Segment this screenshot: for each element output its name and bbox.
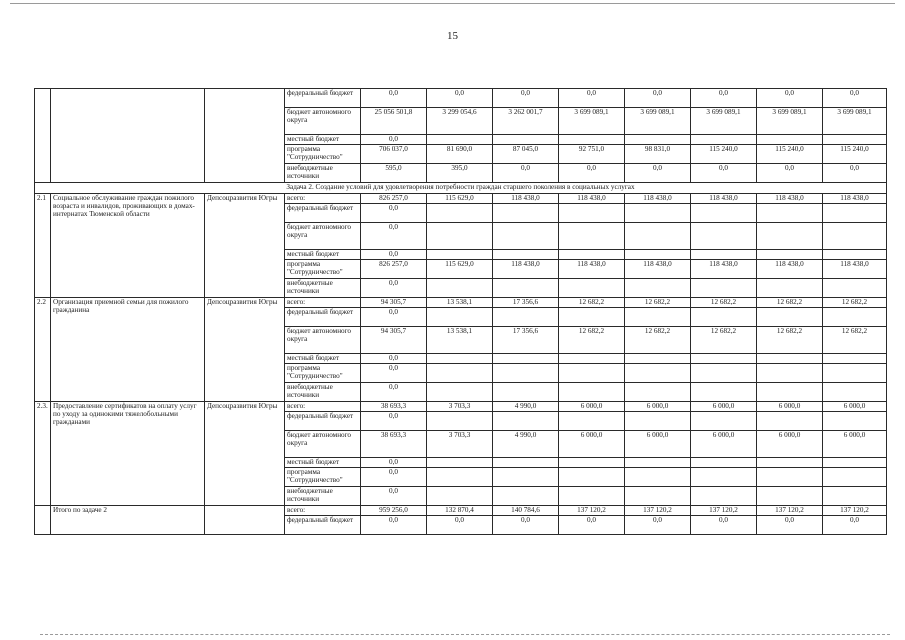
value-cell	[691, 468, 757, 487]
value-cell: 118 438,0	[625, 260, 691, 279]
executor-cell: Депсоцразвития Югры	[205, 402, 285, 506]
value-cell: 115 629,0	[427, 260, 493, 279]
funding-source-cell: внебюджетные источники	[285, 279, 361, 298]
value-cell	[493, 354, 559, 364]
value-cell: 0,0	[361, 383, 427, 402]
funding-source-cell: местный бюджет	[285, 135, 361, 145]
value-cell: 6 000,0	[691, 402, 757, 412]
value-cell	[493, 250, 559, 260]
value-cell	[559, 279, 625, 298]
value-cell: 6 000,0	[625, 431, 691, 458]
value-cell: 118 438,0	[823, 194, 887, 204]
value-cell	[427, 354, 493, 364]
value-cell	[691, 204, 757, 223]
funding-source-cell: всего:	[285, 402, 361, 412]
value-cell: 118 438,0	[493, 260, 559, 279]
value-cell: 0,0	[559, 164, 625, 183]
value-cell: 6 000,0	[757, 402, 823, 412]
value-cell	[691, 223, 757, 250]
value-cell	[757, 364, 823, 383]
value-cell	[625, 204, 691, 223]
value-cell: 0,0	[691, 89, 757, 108]
value-cell	[427, 383, 493, 402]
value-cell: 115 240,0	[823, 145, 887, 164]
index-cell: 2.1	[35, 194, 51, 298]
value-cell: 12 682,2	[625, 298, 691, 308]
value-cell: 6 000,0	[559, 431, 625, 458]
funding-source-cell: внебюджетные источники	[285, 383, 361, 402]
value-cell	[559, 364, 625, 383]
value-cell	[493, 135, 559, 145]
value-cell	[757, 354, 823, 364]
value-cell: 0,0	[493, 164, 559, 183]
value-cell: 98 831,0	[625, 145, 691, 164]
value-cell	[625, 308, 691, 327]
value-cell	[691, 364, 757, 383]
value-cell	[823, 135, 887, 145]
value-cell	[493, 308, 559, 327]
table-row	[35, 402, 887, 412]
value-cell: 118 438,0	[823, 260, 887, 279]
funding-source-cell: всего:	[285, 194, 361, 204]
value-cell	[823, 204, 887, 223]
value-cell	[559, 458, 625, 468]
value-cell	[625, 250, 691, 260]
value-cell: 0,0	[361, 89, 427, 108]
value-cell	[757, 383, 823, 402]
value-cell	[493, 364, 559, 383]
value-cell: 38 693,3	[361, 431, 427, 458]
value-cell: 6 000,0	[823, 431, 887, 458]
value-cell: 4 990,0	[493, 402, 559, 412]
value-cell	[823, 383, 887, 402]
value-cell: 81 690,0	[427, 145, 493, 164]
value-cell: 0,0	[823, 164, 887, 183]
value-cell: 118 438,0	[625, 194, 691, 204]
value-cell: 115 629,0	[427, 194, 493, 204]
value-cell: 137 120,2	[691, 506, 757, 516]
value-cell: 0,0	[361, 135, 427, 145]
value-cell: 6 000,0	[625, 402, 691, 412]
value-cell: 3 299 054,6	[427, 108, 493, 135]
value-cell	[427, 250, 493, 260]
value-cell: 12 682,2	[757, 298, 823, 308]
value-cell	[757, 135, 823, 145]
value-cell: 0,0	[427, 516, 493, 535]
total-name-cell: Итого по задаче 2	[51, 506, 205, 535]
value-cell	[493, 487, 559, 506]
funding-source-cell: программа "Сотрудничество"	[285, 260, 361, 279]
index-cell	[35, 506, 51, 535]
value-cell: 13 538,1	[427, 298, 493, 308]
table-row	[35, 89, 887, 108]
value-cell: 12 682,2	[823, 327, 887, 354]
value-cell: 12 682,2	[691, 298, 757, 308]
measure-name-cell: Социальное обслуживание граждан пожилого возраста и инвалидов, проживающих в домах-интернатах Тюменской области	[51, 194, 205, 298]
value-cell: 0,0	[559, 89, 625, 108]
value-cell: 0,0	[361, 250, 427, 260]
value-cell: 0,0	[625, 164, 691, 183]
value-cell	[757, 308, 823, 327]
table-row	[35, 506, 887, 516]
value-cell: 0,0	[559, 516, 625, 535]
funding-source-cell: всего:	[285, 506, 361, 516]
value-cell	[823, 412, 887, 431]
value-cell: 12 682,2	[691, 327, 757, 354]
value-cell	[559, 204, 625, 223]
task-header-row	[35, 183, 887, 194]
value-cell: 94 305,7	[361, 327, 427, 354]
value-cell	[823, 250, 887, 260]
value-cell: 118 438,0	[493, 194, 559, 204]
funding-source-cell: федеральный бюджет	[285, 89, 361, 108]
value-cell: 826 257,0	[361, 194, 427, 204]
value-cell: 6 000,0	[691, 431, 757, 458]
value-cell: 0,0	[757, 89, 823, 108]
value-cell	[493, 204, 559, 223]
value-cell: 0,0	[757, 164, 823, 183]
value-cell: 118 438,0	[559, 260, 625, 279]
value-cell: 17 356,6	[493, 327, 559, 354]
value-cell: 0,0	[691, 516, 757, 535]
value-cell	[559, 412, 625, 431]
value-cell	[757, 250, 823, 260]
value-cell: 826 257,0	[361, 260, 427, 279]
value-cell: 92 751,0	[559, 145, 625, 164]
value-cell	[559, 250, 625, 260]
value-cell: 3 262 001,7	[493, 108, 559, 135]
value-cell: 0,0	[691, 164, 757, 183]
funding-source-cell: местный бюджет	[285, 458, 361, 468]
value-cell	[691, 308, 757, 327]
value-cell: 0,0	[823, 516, 887, 535]
value-cell: 0,0	[361, 412, 427, 431]
value-cell: 137 120,2	[625, 506, 691, 516]
measure-name-cell	[51, 89, 205, 183]
value-cell	[427, 468, 493, 487]
value-cell: 87 045,0	[493, 145, 559, 164]
value-cell: 3 703,3	[427, 431, 493, 458]
funding-source-cell: федеральный бюджет	[285, 412, 361, 431]
value-cell: 0,0	[361, 364, 427, 383]
value-cell	[559, 354, 625, 364]
value-cell	[691, 412, 757, 431]
value-cell	[493, 223, 559, 250]
value-cell	[625, 223, 691, 250]
value-cell: 13 538,1	[427, 327, 493, 354]
value-cell: 0,0	[361, 308, 427, 327]
scan-edge-top	[10, 3, 895, 4]
value-cell: 94 305,7	[361, 298, 427, 308]
funding-source-cell: бюджет автономного округа	[285, 327, 361, 354]
value-cell	[625, 364, 691, 383]
budget-table	[34, 88, 887, 535]
executor-cell: Депсоцразвития Югры	[205, 298, 285, 402]
value-cell: 0,0	[361, 468, 427, 487]
value-cell: 12 682,2	[823, 298, 887, 308]
funding-source-cell: всего:	[285, 298, 361, 308]
value-cell	[625, 412, 691, 431]
executor-cell	[205, 506, 285, 535]
value-cell: 0,0	[361, 279, 427, 298]
value-cell	[691, 487, 757, 506]
value-cell	[757, 412, 823, 431]
value-cell: 0,0	[361, 204, 427, 223]
value-cell: 0,0	[361, 516, 427, 535]
funding-source-cell: бюджет автономного округа	[285, 108, 361, 135]
value-cell	[691, 383, 757, 402]
scan-edge-bottom	[40, 634, 890, 635]
value-cell	[757, 223, 823, 250]
funding-source-cell: бюджет автономного округа	[285, 223, 361, 250]
value-cell	[625, 468, 691, 487]
value-cell	[823, 487, 887, 506]
value-cell: 118 438,0	[691, 194, 757, 204]
funding-source-cell: федеральный бюджет	[285, 516, 361, 535]
funding-source-cell: местный бюджет	[285, 250, 361, 260]
value-cell	[757, 204, 823, 223]
funding-source-cell: внебюджетные источники	[285, 487, 361, 506]
value-cell	[823, 279, 887, 298]
value-cell: 17 356,6	[493, 298, 559, 308]
value-cell: 12 682,2	[559, 327, 625, 354]
value-cell: 3 699 089,1	[757, 108, 823, 135]
value-cell: 38 693,3	[361, 402, 427, 412]
value-cell: 0,0	[625, 89, 691, 108]
value-cell	[823, 223, 887, 250]
value-cell	[493, 468, 559, 487]
value-cell	[427, 223, 493, 250]
value-cell: 0,0	[625, 516, 691, 535]
value-cell	[691, 135, 757, 145]
value-cell: 0,0	[361, 487, 427, 506]
value-cell: 6 000,0	[823, 402, 887, 412]
value-cell	[823, 468, 887, 487]
value-cell: 595,0	[361, 164, 427, 183]
value-cell	[427, 458, 493, 468]
value-cell: 0,0	[493, 89, 559, 108]
value-cell: 137 120,2	[757, 506, 823, 516]
value-cell: 3 699 089,1	[559, 108, 625, 135]
value-cell: 6 000,0	[559, 402, 625, 412]
value-cell: 140 784,6	[493, 506, 559, 516]
value-cell: 25 056 501,8	[361, 108, 427, 135]
value-cell: 12 682,2	[559, 298, 625, 308]
value-cell: 3 703,3	[427, 402, 493, 412]
index-cell: 2.3.	[35, 402, 51, 506]
funding-source-cell: бюджет автономного округа	[285, 431, 361, 458]
value-cell	[427, 135, 493, 145]
value-cell	[757, 468, 823, 487]
funding-source-cell: программа "Сотрудничество"	[285, 468, 361, 487]
value-cell: 132 870,4	[427, 506, 493, 516]
value-cell	[625, 354, 691, 364]
value-cell	[559, 223, 625, 250]
value-cell: 12 682,2	[757, 327, 823, 354]
measure-name-cell: Организация приемной семьи для пожилого гражданина	[51, 298, 205, 402]
funding-source-cell: федеральный бюджет	[285, 204, 361, 223]
value-cell	[559, 487, 625, 506]
funding-source-cell: федеральный бюджет	[285, 308, 361, 327]
value-cell	[691, 250, 757, 260]
funding-source-cell: внебюджетные источники	[285, 164, 361, 183]
value-cell: 0,0	[823, 89, 887, 108]
measure-name-cell: Предоставление сертификатов на оплату услуг по уходу за одинокими тяжелобольными гражданами	[51, 402, 205, 506]
value-cell	[625, 487, 691, 506]
value-cell	[427, 487, 493, 506]
value-cell	[559, 383, 625, 402]
value-cell	[559, 468, 625, 487]
value-cell	[427, 364, 493, 383]
value-cell: 137 120,2	[559, 506, 625, 516]
table-row	[35, 194, 887, 204]
value-cell	[823, 308, 887, 327]
value-cell: 3 699 089,1	[823, 108, 887, 135]
value-cell: 137 120,2	[823, 506, 887, 516]
value-cell	[757, 458, 823, 468]
value-cell	[493, 279, 559, 298]
funding-source-cell: программа "Сотрудничество"	[285, 364, 361, 383]
value-cell: 115 240,0	[757, 145, 823, 164]
value-cell: 115 240,0	[691, 145, 757, 164]
value-cell: 6 000,0	[757, 431, 823, 458]
value-cell	[823, 458, 887, 468]
table-row	[35, 298, 887, 308]
value-cell: 118 438,0	[757, 260, 823, 279]
value-cell	[823, 364, 887, 383]
value-cell: 0,0	[361, 354, 427, 364]
executor-cell	[205, 89, 285, 183]
value-cell: 0,0	[361, 223, 427, 250]
value-cell: 0,0	[493, 516, 559, 535]
value-cell	[427, 308, 493, 327]
value-cell	[559, 308, 625, 327]
value-cell	[625, 458, 691, 468]
funding-source-cell: местный бюджет	[285, 354, 361, 364]
value-cell: 706 037,0	[361, 145, 427, 164]
executor-cell: Депсоцразвития Югры	[205, 194, 285, 298]
value-cell: 0,0	[361, 458, 427, 468]
value-cell: 0,0	[427, 89, 493, 108]
value-cell: 118 438,0	[757, 194, 823, 204]
value-cell	[427, 279, 493, 298]
value-cell: 118 438,0	[691, 260, 757, 279]
value-cell: 12 682,2	[625, 327, 691, 354]
value-cell	[559, 135, 625, 145]
value-cell	[757, 487, 823, 506]
value-cell	[625, 279, 691, 298]
task-header-cell: Задача 2. Создание условий для удовлетворения потребности граждан старшего поколения в социальных услугах	[35, 183, 887, 194]
value-cell: 4 990,0	[493, 431, 559, 458]
value-cell: 3 699 089,1	[625, 108, 691, 135]
index-cell: 2.2	[35, 298, 51, 402]
value-cell	[691, 458, 757, 468]
value-cell: 118 438,0	[559, 194, 625, 204]
value-cell	[823, 354, 887, 364]
value-cell: 3 699 089,1	[691, 108, 757, 135]
value-cell	[691, 354, 757, 364]
value-cell	[493, 458, 559, 468]
value-cell	[625, 383, 691, 402]
page-number: 15	[447, 30, 458, 42]
value-cell: 395,0	[427, 164, 493, 183]
value-cell	[427, 412, 493, 431]
value-cell	[757, 279, 823, 298]
value-cell	[427, 204, 493, 223]
index-cell	[35, 89, 51, 183]
value-cell: 959 256,0	[361, 506, 427, 516]
funding-source-cell: программа "Сотрудничество"	[285, 145, 361, 164]
value-cell	[625, 135, 691, 145]
value-cell	[691, 279, 757, 298]
value-cell: 0,0	[757, 516, 823, 535]
value-cell	[493, 383, 559, 402]
value-cell	[493, 412, 559, 431]
